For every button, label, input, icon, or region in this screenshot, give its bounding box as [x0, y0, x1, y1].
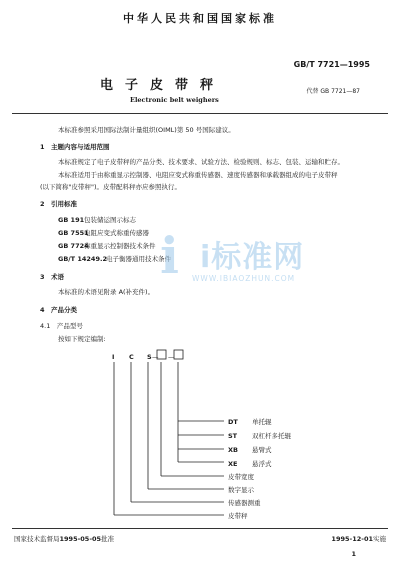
option-code: ST	[228, 432, 238, 440]
legend-label: 数字显示	[228, 486, 254, 494]
document-title-english: Electronic belt weighers	[130, 96, 219, 104]
page-number: 1	[351, 550, 356, 558]
section-4-1-paragraph: 按如下规定编制:	[58, 335, 106, 343]
legend-label: 皮带宽度	[228, 473, 254, 481]
model-letter-c: C	[129, 353, 134, 361]
section-1-paragraph-3: (以下简称"皮带秤")。皮带配料秤亦应参照执行。	[40, 183, 182, 191]
footer-divider	[12, 528, 388, 529]
option-label: 单托辊	[252, 418, 272, 426]
section-1-paragraph-2: 本标准适用于由称重显示控制器、电阻应变式称重传感器、速度传感器和承载器组成的电子皮带秤	[58, 171, 338, 179]
option-code: DT	[228, 418, 238, 426]
option-code: XE	[228, 460, 238, 468]
legend-label: 皮带秤	[228, 512, 248, 520]
section-1-title: 1 主题内容与适用范围	[40, 143, 110, 151]
standard-code: GB/T 7721—1995	[293, 60, 370, 69]
intro-paragraph: 本标准参照采用国际法制计量组织(OIML)第 50 号国际建议。	[58, 126, 235, 134]
option-label: 悬浮式	[252, 460, 272, 468]
model-separator: —	[168, 353, 175, 361]
section-4-title: 4 产品分类	[40, 306, 78, 314]
model-slot-box	[174, 350, 183, 359]
watermark-url: WWW.IBIAOZHUN.COM	[192, 274, 296, 283]
section-4-1-title: 4.1 产品型号	[40, 322, 83, 330]
reference-item: GB/T 14249.2电子衡器通用技术条件	[58, 255, 171, 263]
section-3-paragraph: 本标准的术语见附录 A(补充件)。	[58, 288, 155, 296]
model-separator: —	[152, 353, 159, 361]
section-3-title: 3 术语	[40, 273, 65, 281]
watermark-text: i标准网	[200, 240, 305, 275]
replaces-note: 代替 GB 7721—87	[306, 88, 360, 95]
reference-item: GB 7551电阻应变式称重传感器	[58, 229, 149, 237]
section-1-paragraph-1: 本标准规定了电子皮带秤的产品分类、技术要求、试验方法、检验规则、标志、包装、运输和贮存。	[58, 158, 344, 166]
model-letter-s: S	[147, 353, 152, 361]
option-label: 悬臂式	[252, 446, 272, 454]
section-2-title: 2 引用标准	[40, 200, 78, 208]
standard-title: 中华人民共和国国家标准	[123, 12, 277, 25]
option-code: XB	[228, 446, 238, 454]
footer-approval: 国家技术监督局1995-05-05批准	[14, 535, 115, 543]
footer-effective: 1995-12-01实施	[331, 535, 386, 543]
option-label: 双杠杆多托辊	[252, 432, 291, 440]
reference-item: GB 191包装储运图示标志	[58, 216, 136, 224]
legend-label: 传感器测重	[228, 499, 261, 507]
watermark-logo: i	[160, 226, 179, 285]
reference-item: GB 7724称重显示控制器技术条件	[58, 242, 156, 250]
model-letter-i: I	[112, 353, 115, 361]
document-title: 电子皮带秤	[100, 78, 226, 93]
